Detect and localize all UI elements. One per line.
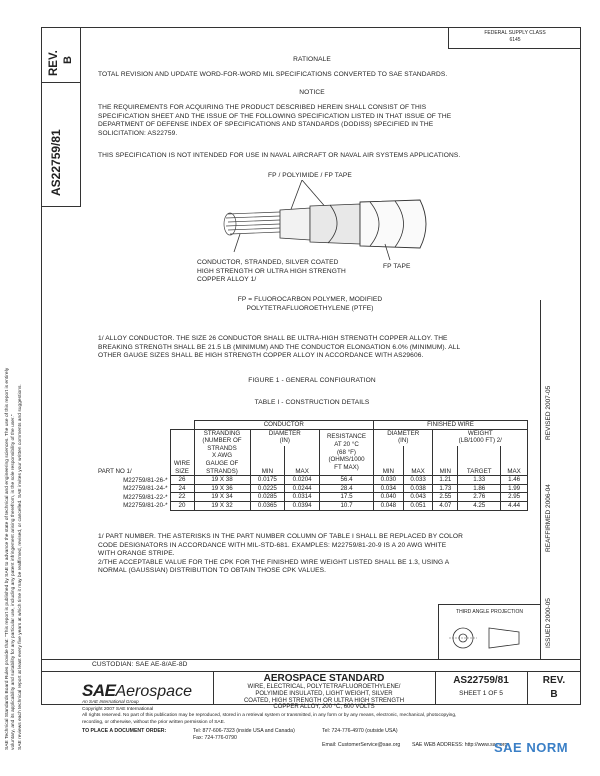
construction-details-table (96, 420, 528, 511)
title-block-top-rule (41, 671, 581, 672)
notice-heading: NOTICE (299, 89, 325, 96)
left-margin-notice: SAE Technical Standards Board Rules provide that: "This report is published by SAE to advance the state of technical and engineering sciences. The use of this report is entirely voluntary, and its applicability and suitability for any particular use, including any patent infringement arising therefrom, is the sole responsibility of the user." SAE reviews each technical report at least every five years at which time it may be reaffirmed, revised, or cancelled. SAE invites your written comments and suggestions. (5, 367, 23, 750)
date-column-divider (540, 300, 541, 659)
rev-value-vertical: B (62, 56, 74, 64)
rationale-heading: RATIONALE (293, 56, 331, 63)
figure-label-conductor: CONDUCTOR, STRANDED, SILVER COATED HIGH STRENGTH OR ULTRA HIGH STRENGTH COPPER ALLOY 1/ (197, 259, 346, 284)
group-header-conductor: CONDUCTOR (194, 421, 374, 430)
left-column-divider (80, 27, 81, 207)
table-row: M22759/81-22-* 22 19 X 34 0.0285 0.0314 17.5 0.040 0.043 2.55 2.76 2.95 (96, 493, 528, 502)
figure-label-fp-polyimide-tape: FP / POLYIMIDE / FP TAPE (268, 172, 352, 179)
third-angle-projection-box: THIRD ANGLE PROJECTION (438, 604, 540, 659)
weight-max-header: MAX (501, 446, 528, 476)
table-row: M22759/81-20-* 20 19 X 32 0.0365 0.0394 10.7 0.048 0.051 4.07 4.25 4.44 (96, 501, 528, 510)
title-block-doc-number: AS22759/81 (453, 675, 509, 686)
table-title: TABLE I - CONSTRUCTION DETAILS (254, 399, 370, 406)
docnum-box-divider (41, 206, 81, 207)
fw-dia-min-header: MIN (374, 446, 404, 476)
stranding-header: STRANDING (NUMBER OF STRANDS X AWG GAUGE OF STRANDS) (194, 429, 250, 476)
aerospace-standard-heading: AEROSPACE STANDARD (263, 673, 385, 684)
notice-text: THE REQUIREMENTS FOR ACQUIRING THE PRODUCT DESCRIBED HEREIN SHALL CONSIST OF THIS SPECIFICATION SHEET AND THE ISSUE OF THE FOLLOWING SPECIFICATION LISTED IN THAT ISSUE OF THE DEPARTMENT OF DEFENSE INDEX OF SPECIFICATIONS AND STANDARDS (DODISS) SPECIFIED IN THE SOLICITATION: AS22759. (98, 104, 452, 137)
sae-norm-watermark: SAE NORM (494, 740, 569, 755)
sheet-number: SHEET 1 OF 5 (459, 690, 503, 697)
figure-label-fp-tape: FP TAPE (383, 263, 411, 270)
rev-label-vertical: REV. (48, 50, 60, 76)
custodian-top-rule (41, 659, 581, 660)
revised-date: REVISED 2007-05 (545, 385, 552, 440)
third-angle-projection-icon (439, 616, 539, 656)
federal-supply-class-box: FEDERAL SUPPLY CLASS 6145 (448, 27, 581, 49)
weight-min-header: MIN (433, 446, 458, 476)
table-footnotes: 1/ PART NUMBER. THE ASTERISKS IN THE PART NUMBER COLUMN OF TABLE I SHALL BE REPLACED BY COLOR CODE DESIGNATORS IN ACCORDANCE WITH MIL-STD-681. EXAMPLES: M22759/81-20-9 IS A 20 AWG WHITE WITH ORANGE STRIPE. 2/THE ACCEPTABLE VALUE FOR THE CPK FOR THE FINISHED WIRE WEIGHT LISTED SHALL BE 1.3, USING A NORMAL (GAUSSIAN) DISTRIBUTION TO OBTAIN THOSE CPK VALUES. (98, 533, 463, 575)
footer-email: Email: CustomerService@sae.org (322, 742, 401, 748)
issued-date: ISSUED 2000-05 (545, 598, 552, 648)
doc-number-vertical: AS22759/81 (49, 129, 63, 196)
table-row: M22759/81-26-* 26 19 X 38 0.0175 0.0204 56.4 0.030 0.033 1.21 1.33 1.46 (96, 476, 528, 485)
wire-drawing (210, 180, 440, 270)
custodian: CUSTODIAN: SAE AE-8/AE-8D (92, 661, 188, 668)
rev-box-divider (41, 82, 81, 83)
naval-statement: THIS SPECIFICATION IS NOT INTENDED FOR USE IN NAVAL AIRCRAFT OR NAVAL AIR SYSTEMS APPLICATIONS. (98, 152, 461, 159)
wire-size-header: WIRE SIZE (170, 446, 194, 476)
resistance-header: RESISTANCE AT 20 °C (68 °F) (OHMS/1000 FT MAX) (320, 429, 374, 476)
dia-min-header: MIN (250, 446, 285, 476)
weight-target-header: TARGET (458, 446, 501, 476)
sae-aerospace-logo: SAEAerospace An SAE International Group (82, 681, 192, 704)
footer-copyright: Copyright 2007 SAE International All rights reserved. No part of this publication may be reproduced, stored in a retrieval system or transmitted, in any form or by any means, electronic, mechanical, photocopying, recording, or otherwise, without the prior written permission of SAE. (82, 707, 457, 725)
reaffirmed-date: REAFFIRMED 2006-04 (545, 484, 552, 552)
footer-tel-1: Tel: 877-606-7323 (inside USA and Canada) (193, 728, 295, 734)
footer-order-label: TO PLACE A DOCUMENT ORDER: (82, 728, 167, 734)
rationale-text: TOTAL REVISION AND UPDATE WORD-FOR-WORD MIL SPECIFICATIONS CONVERTED TO SAE STANDARDS. (98, 71, 448, 78)
title-block-rev-label: REV. (542, 675, 566, 686)
figure-caption: FIGURE 1 - GENERAL CONFIGURATION (248, 377, 376, 384)
weight-header: WEIGHT (LB/1000 FT) 2/ (433, 429, 528, 446)
dia-max-header: MAX (285, 446, 320, 476)
document-title: WIRE, ELECTRICAL, POLYTETRAFLUOROETHYLENE/ POLYIMIDE INSULATED, LIGHT WEIGHT, SILVER COATED, HIGH STRENGTH OR ULTRA HIGH STRENGTH COPPER ALLOY, 200 °C, 600 VOLTS (243, 684, 405, 711)
footer-web: SAE WEB ADDRESS: http://www.sae.org (412, 742, 508, 748)
title-block-rev-value: B (550, 689, 558, 700)
alloy-note: 1/ ALLOY CONDUCTOR. THE SIZE 26 CONDUCTOR SHALL BE ULTRA-HIGH STRENGTH COPPER ALLOY. THE BREAKING STRENGTH SHALL BE 21.5 LB (MINIMUM) AND THE CONDUCTOR ELONGATION 6.0% (MINIMUM). ALL OTHER GAUGE SIZES SHALL BE HIGH STRENGTH COPPER ALLOY IN ACCORDANCE WITH AS29606. (98, 335, 461, 360)
part-no-header: PART NO 1/ (98, 468, 132, 476)
diameter-header: DIAMETER (IN) (250, 429, 320, 446)
figure-legend: FP = FLUOROCARBON POLYMER, MODIFIED POLYTETRAFLUOROETHYLENE (PTFE) (237, 296, 383, 312)
footer-tel-2: Tel: 724-776-4970 (outside USA) (322, 728, 398, 734)
group-header-finished-wire: FINISHED WIRE (374, 421, 528, 430)
footer-fax: Fax: 724-776-0790 (193, 735, 237, 741)
fw-dia-max-header: MAX (403, 446, 433, 476)
fw-diameter-header: DIAMETER (IN) (374, 429, 433, 446)
table-row: M22759/81-24-* 24 19 X 36 0.0225 0.0244 28.4 0.034 0.038 1.73 1.86 1.99 (96, 484, 528, 493)
